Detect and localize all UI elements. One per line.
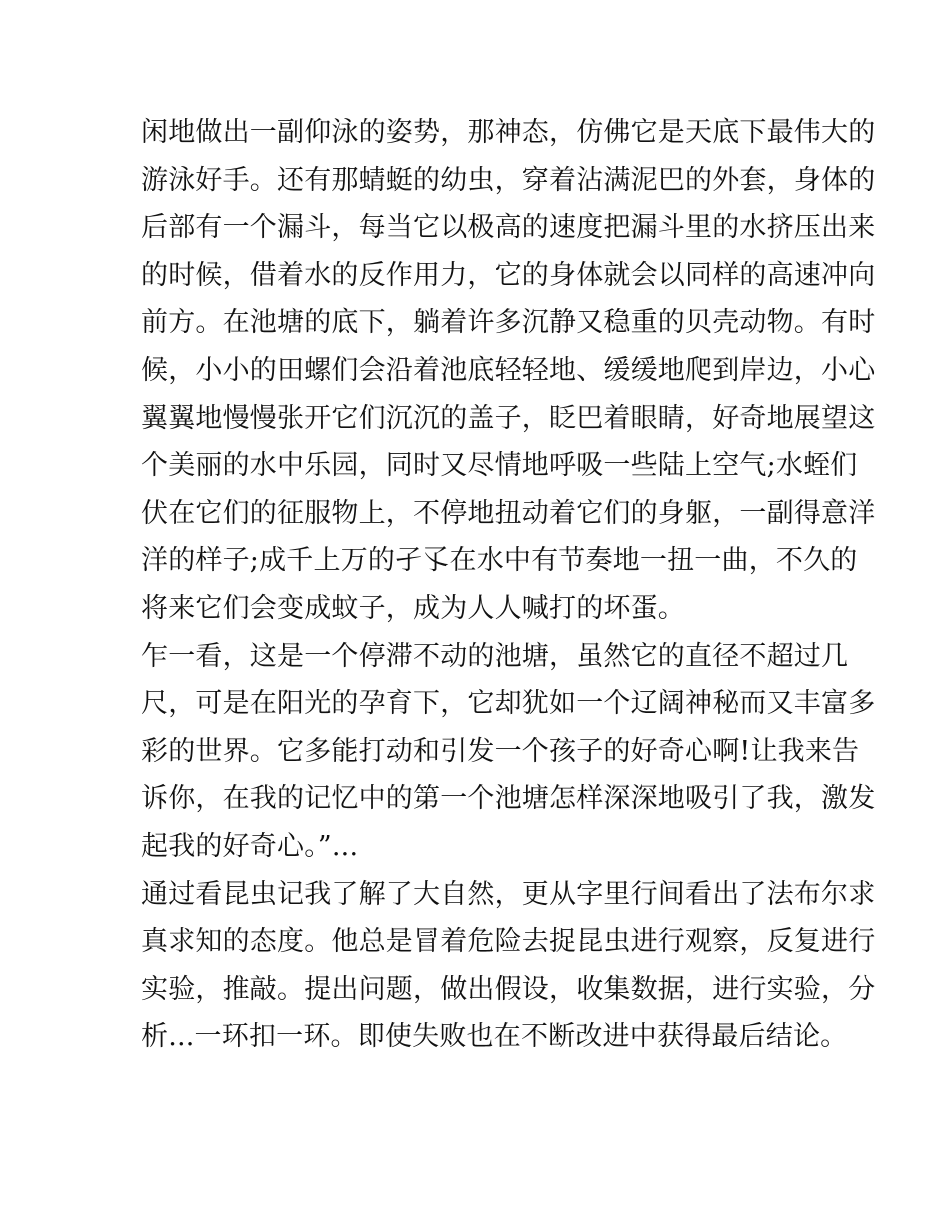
text-line: 洋的样子;成千上万的孑孓在水中有节奏地一扭一曲，不久的	[141, 545, 858, 577]
text-line: 游泳好手。还有那蜻蜓的幼虫，穿着沾满泥巴的外套，身体的	[141, 164, 876, 196]
text-line: 伏在它们的征服物上，不停地扭动着它们的身躯，一副得意洋	[141, 497, 876, 529]
text-line: 彩的世界。它多能打动和引发一个孩子的好奇心啊!让我来告	[141, 735, 860, 767]
body-text	[141, 109, 876, 1061]
text-line: 通过看昆虫记我了解了大自然，更从字里行间看出了法布尔求	[141, 878, 876, 910]
text-line: 闲地做出一副仰泳的姿势，那神态，仿佛它是天底下最伟大的	[141, 117, 876, 148]
text-line: 翼翼地慢慢张开它们沉沉的盖子，眨巴着眼睛，好奇地展望这	[141, 402, 876, 434]
text-line: 个美丽的水中乐园，同时又尽情地呼吸一些陆上空气;水蛭们	[141, 450, 858, 482]
text-line: 乍一看，这是一个停滞不动的池塘，虽然它的直径不超过几	[141, 640, 849, 672]
text-line: 真求知的态度。他总是冒着危险去捉昆虫进行观察，反复进行	[141, 926, 876, 958]
text-line: 将来它们会变成蚊子，成为人人喊打的坏蛋。	[141, 592, 685, 624]
text-line: 析...一环扣一环。即使失败也在不断改进中获得最后结论。	[141, 1021, 848, 1053]
text-line: 实验，推敲。提出问题，做出假设，收集数据，进行实验，分	[141, 973, 876, 1005]
text-line: 后部有一个漏斗，每当它以极高的速度把漏斗里的水挤压出来	[141, 212, 876, 244]
text-line: 前方。在池塘的底下，躺着许多沉静又稳重的贝壳动物。有时	[141, 307, 876, 339]
text-line: 起我的好奇心。”...	[141, 830, 359, 862]
text-line: 诉你，在我的记忆中的第一个池塘怎样深深地吸引了我，激发	[141, 783, 876, 815]
text-line: 的时候，借着水的反作用力，它的身体就会以同样的高速冲向	[141, 259, 876, 291]
text-line: 尺，可是在阳光的孕育下，它却犹如一个辽阔神秘而又丰富多	[141, 688, 876, 720]
text-line: 候，小小的田螺们会沿着池底轻轻地、缓缓地爬到岸边，小心	[141, 354, 876, 386]
